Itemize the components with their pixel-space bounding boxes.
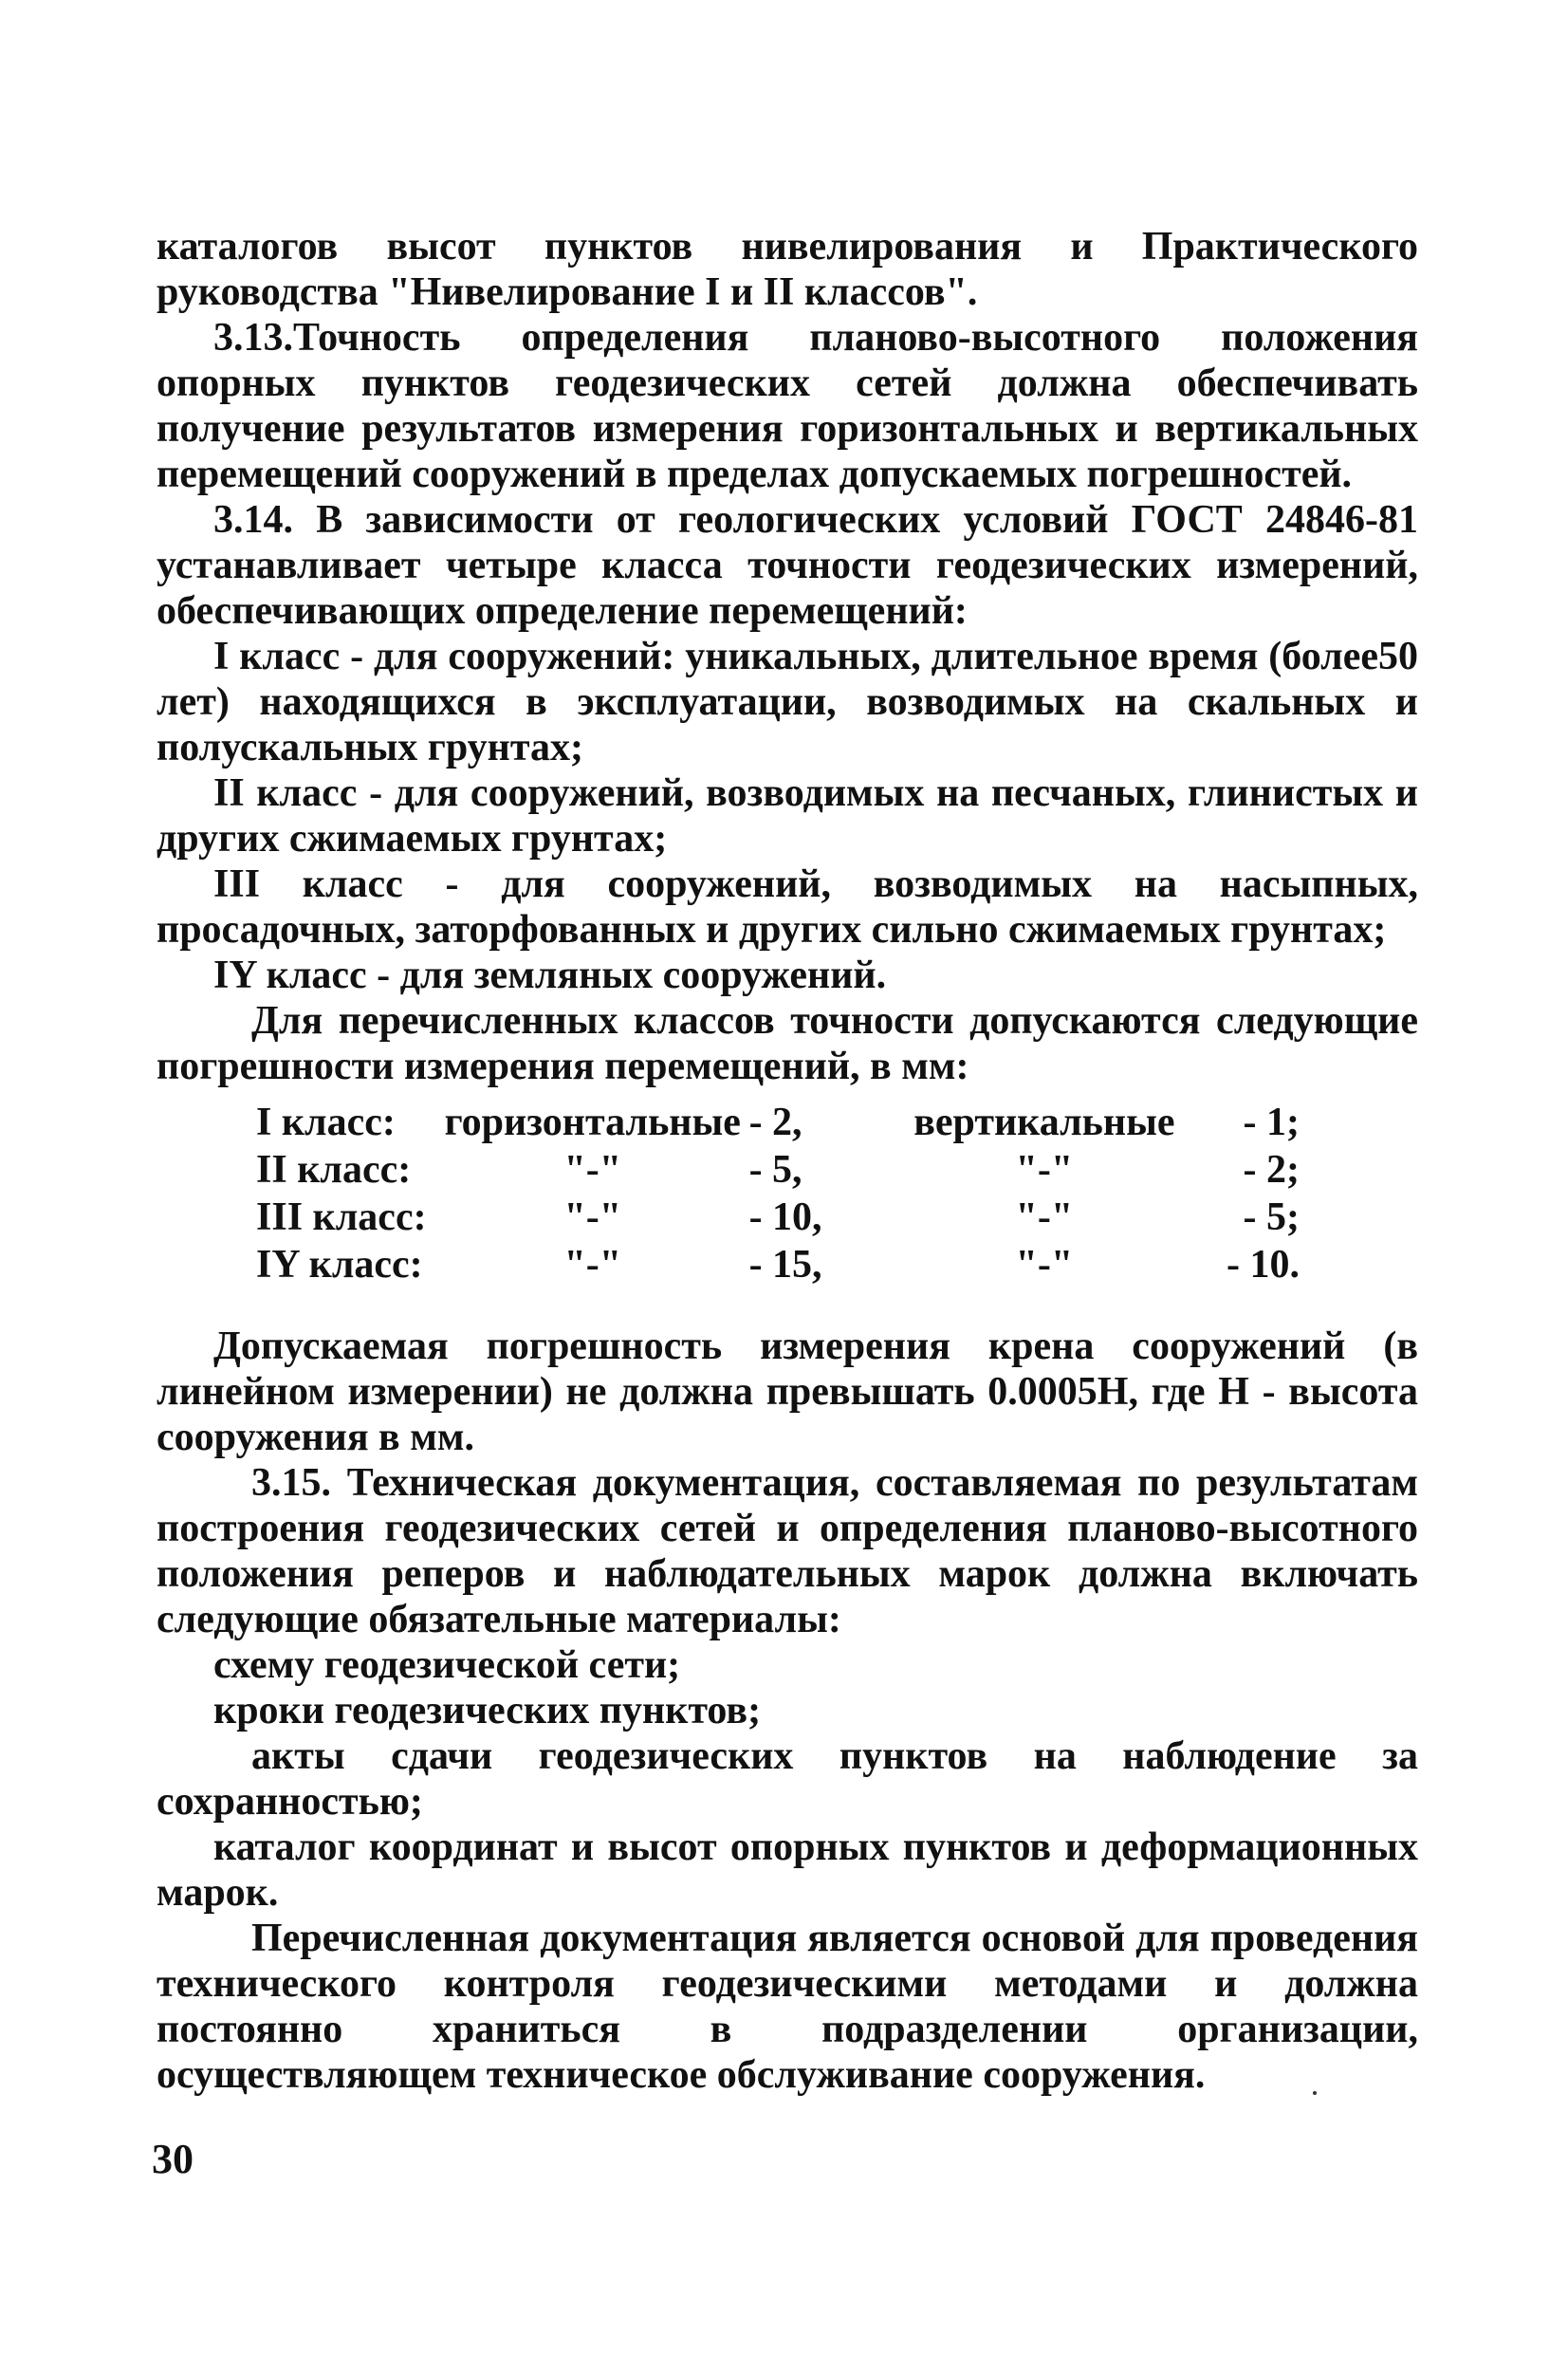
table-cell-horizontal-value: - 2, [748, 1101, 802, 1144]
class-item-3: III класс - для сооружений, возводимых на насыпных, просадочных, заторфованных и других сильно сжимаемых грунтах; [157, 862, 1418, 952]
paragraph-errors: Для перечисленных классов точности допускаются следующие погрешности измерения перемещений, в мм: [157, 999, 1418, 1088]
table-row [256, 1098, 1300, 1145]
text-block-upper [157, 224, 1418, 1089]
table-cell-vertical-label: "-" [1015, 1195, 1074, 1239]
paragraph-3-15: 3.15. Техническая документация, составляемая по результатам построения геодезических сетей и определения планово-высотного положения реперов и наблюдательных марок должна включать следующие обязательные материалы: [157, 1461, 1418, 1641]
doc-item-3: акты сдачи геодезических пунктов на наблюдение за сохранностью; [157, 1734, 1418, 1824]
table-cell-horizontal-label: "-" [563, 1195, 622, 1239]
table-cell-vertical-value: - 2; [1243, 1148, 1300, 1192]
table-cell-horizontal-label: "-" [563, 1148, 622, 1192]
table-cell-vertical-value: - 10. [1227, 1243, 1300, 1287]
table-row [256, 1145, 1300, 1193]
table-cell-class: IY класс: [256, 1243, 423, 1287]
table-cell-horizontal-value: - 10, [748, 1195, 822, 1239]
table-cell-horizontal-label: "-" [563, 1243, 622, 1287]
table-row [256, 1240, 1300, 1288]
table-cell-vertical-value: - 5; [1243, 1195, 1300, 1239]
table-row [256, 1193, 1300, 1240]
doc-item-2: кроки геодезических пунктов; [213, 1689, 762, 1732]
table-cell-vertical-label: "-" [1015, 1243, 1074, 1287]
speck-mark [1313, 2091, 1317, 2095]
paragraph-intro: каталогов высот пунктов нивелирования и Практического руководства "Нивелирование I и II классов". [157, 225, 1418, 314]
class-item-4: IY класс - для земляных сооружений. [213, 954, 887, 997]
class-item-1: I класс - для сооружений: уникальных, длительное время (более50 лет) находящихся в эксплуатации, возводимых на скальных и полускальных грунтах; [157, 635, 1418, 769]
table-cell-vertical-value: - 1; [1243, 1101, 1300, 1144]
tolerance-table [256, 1098, 1300, 1288]
table-cell-class: III класс: [256, 1195, 427, 1239]
table-cell-horizontal-label: горизонтальные [444, 1101, 741, 1144]
paragraph-roll: Допускаемая погрешность измерения крена сооружений (в линейном измерении) не должна превышать 0.0005Н, где Н - высота сооружения в мм. [157, 1325, 1418, 1459]
table-cell-class: II класс: [256, 1148, 412, 1192]
doc-item-4: каталог координат и высот опорных пунктов и деформационных марок. [157, 1825, 1418, 1915]
doc-item-1: схему геодезической сети; [213, 1643, 681, 1687]
paragraph-3-13: 3.13.Точность определения планово-высотного положения опорных пунктов геодезических сетей должна обеспечивать получение результатов измерения горизонтальных и вертикальных перемещений сооружений в пределах допускаемых погрешностей. [157, 316, 1418, 496]
class-item-2: II класс - для сооружений, возводимых на песчаных, глинистых и других сжимаемых грунтах; [157, 771, 1418, 861]
text-block-lower [157, 1324, 1418, 2098]
table-cell-vertical-label: вертикальные [913, 1101, 1175, 1144]
table-cell-horizontal-value: - 15, [748, 1243, 822, 1287]
table-cell-vertical-label: "-" [1015, 1148, 1074, 1192]
paragraph-final: Перечисленная документация является основой для проведения технического контроля геодезическими методами и должна постоянно храниться в подразделении организации, осуществляющем техническое обслуживание сооружения. [157, 1917, 1418, 2097]
table-cell-horizontal-value: - 5, [748, 1148, 802, 1192]
page-number: 30 [152, 2136, 194, 2182]
paragraph-3-14: 3.14. В зависимости от геологических условий ГОСТ 24846-81 устанавливает четыре класса точности геодезических измерений, обеспечивающих определение перемещений: [157, 498, 1418, 633]
table-cell-class: I класс: [256, 1101, 396, 1144]
